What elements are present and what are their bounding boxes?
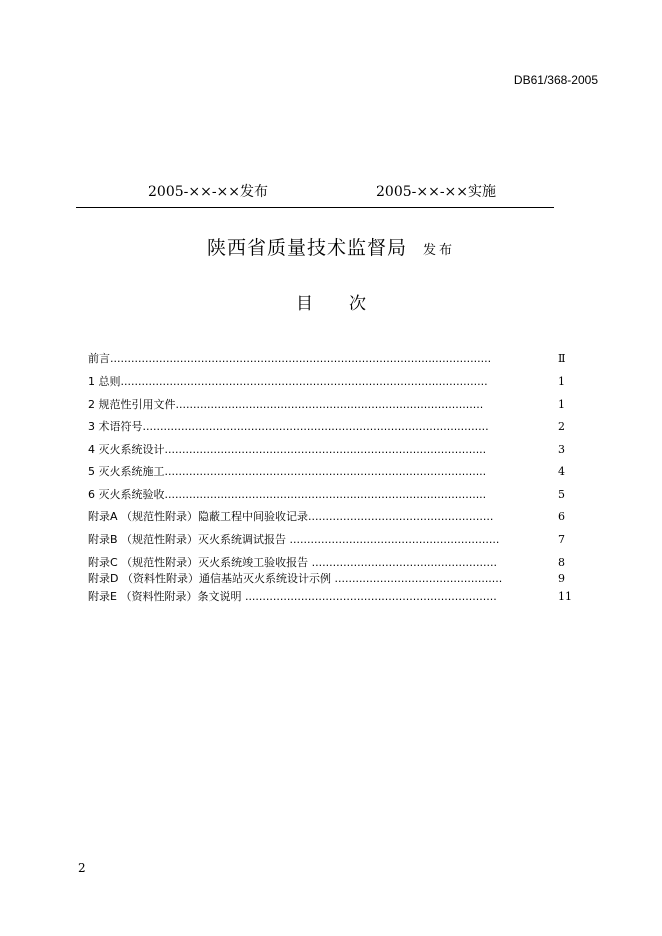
toc-entry-label: 附录B （规范性附录）灭火系统调试报告 ............................................................	[88, 533, 500, 546]
implementation-date: 2005-××-××实施	[376, 184, 497, 200]
toc-entry-label: 5 灭火系统施工............................................................................................	[88, 465, 487, 478]
toc-entry-page: 8	[558, 556, 565, 569]
toc-entry-label: 前言.............................................................................................................	[88, 352, 492, 365]
toc-entry-page: 7	[558, 533, 565, 546]
toc-entry-page: 6	[558, 510, 565, 523]
toc-entry-page: 1	[558, 375, 565, 388]
toc-entry-page: 11	[558, 590, 572, 603]
toc-entry-appendix-a[interactable]	[88, 509, 574, 525]
toc-title: 目次	[296, 294, 402, 314]
toc-entry-appendix-b[interactable]	[88, 532, 574, 548]
toc-entry-label: 4 灭火系统设计............................................................................................	[88, 443, 487, 456]
toc-entry-foreword[interactable]	[88, 351, 574, 367]
page-number: 2	[78, 861, 86, 875]
toc-entry-system-acceptance[interactable]	[88, 487, 574, 503]
horizontal-rule	[76, 207, 554, 208]
toc-entry-terms-symbols[interactable]	[88, 419, 574, 435]
toc-entry-label: 附录A （规范性附录）隐蔽工程中间验收记录.....................................................	[88, 510, 494, 523]
toc-entry-system-design[interactable]	[88, 442, 574, 458]
toc-entry-general[interactable]	[88, 374, 574, 390]
toc-entry-appendix-d[interactable]	[88, 571, 574, 587]
toc-entry-label: 3 术语符号...................................................................................................	[88, 420, 489, 433]
toc-entry-label: 附录D （资料性附录）通信基站灭火系统设计示例 ................................................	[88, 572, 503, 585]
publisher-action: 发布	[423, 243, 456, 258]
issue-date: 2005-××-××发布	[148, 184, 269, 200]
document-code: DB61/368-2005	[513, 73, 598, 87]
toc-entry-page: 2	[558, 420, 565, 433]
publisher-name: 陕西省质量技术监督局	[206, 237, 407, 259]
toc-entry-label: 6 灭火系统验收............................................................................................	[88, 488, 487, 501]
toc-entry-label: 1 总则.........................................................................................................	[88, 375, 488, 388]
toc-entry-label: 附录E （资料性附录）条文说明 ........................................................................	[88, 590, 497, 603]
date-row	[0, 181, 662, 201]
toc-entry-page: 3	[558, 443, 565, 456]
toc-entry-appendix-e[interactable]	[88, 589, 574, 605]
toc-entry-page: 9	[558, 572, 565, 585]
toc-entry-system-construction[interactable]	[88, 464, 574, 480]
toc-entry-label: 2 规范性引用文件........................................................................................	[88, 398, 484, 411]
toc-entry-page: 5	[558, 488, 565, 501]
toc-entry-page: 1	[558, 398, 565, 411]
toc-entry-page: 4	[558, 465, 565, 478]
toc-entry-page: Ⅱ	[558, 352, 566, 365]
toc-entry-normative-references[interactable]	[88, 397, 574, 413]
toc-entry-label: 附录C （规范性附录）灭火系统竣工验收报告 .....................................................	[88, 556, 497, 569]
publisher-line	[0, 233, 662, 260]
toc-entry-appendix-c[interactable]	[88, 555, 574, 571]
